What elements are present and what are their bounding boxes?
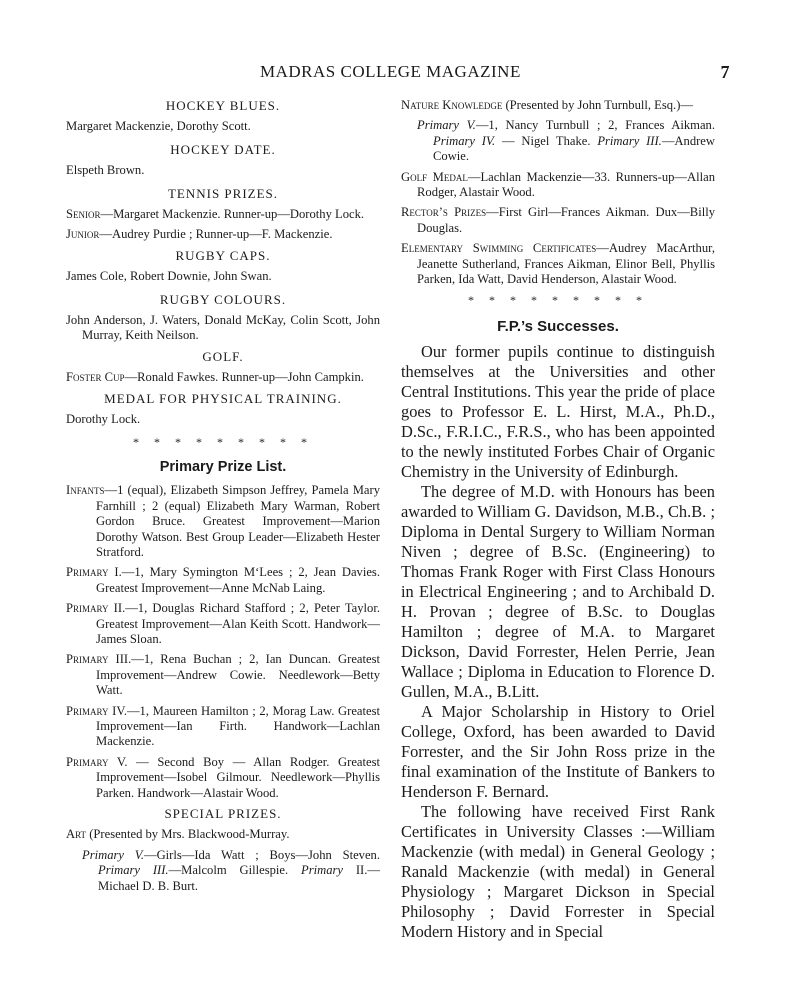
primary-2-text: II.—1, Douglas Richard Stafford ; 2, Peter Taylor. Greatest Improvement—Alan Keith Scott. Handwork—James Sloan. bbox=[96, 601, 380, 646]
foster-cup-label: Foster Cup bbox=[66, 370, 125, 385]
rectors-prizes-entry bbox=[401, 205, 715, 236]
rectors-prizes-label: Rector’s Prizes bbox=[401, 205, 487, 220]
rugby-caps-heading: RUGBY CAPS. bbox=[175, 247, 271, 263]
fp-paragraph-3: A Major Scholarship in History to Oriel College, Oxford, has been awarded to David Forrester, and the Sir John Ross prize in the final examination of the Institute of Bankers to Henderson F. Bernard. bbox=[401, 702, 715, 802]
primary-4-entry bbox=[66, 704, 380, 750]
primary-2-label: Primary bbox=[66, 601, 109, 616]
golf-foster-cup bbox=[66, 370, 380, 385]
fp-successes-heading: F.P.’s Successes. bbox=[497, 317, 619, 335]
hockey-blues-heading: HOCKEY BLUES. bbox=[165, 98, 281, 113]
left-column bbox=[66, 98, 380, 899]
golf-medal-label: Golf Medal bbox=[401, 169, 468, 184]
primary-3-label: Primary bbox=[66, 652, 109, 667]
art-p5-label: Primary V. bbox=[82, 847, 144, 862]
nature-p3-label: Primary III. bbox=[597, 133, 662, 148]
infants-entry bbox=[66, 483, 380, 560]
physical-training-heading: MEDAL FOR PHYSICAL TRAINING. bbox=[104, 390, 342, 406]
hockey-date-text: Elspeth Brown. bbox=[66, 163, 145, 178]
physical-training-text: Dorothy Lock. bbox=[66, 412, 141, 427]
infants-label: Infants bbox=[66, 483, 105, 498]
nature-knowledge-label: Nature Knowledge bbox=[401, 98, 503, 112]
art-primary-entry bbox=[66, 848, 380, 894]
fp-paragraph-2: The degree of M.D. with Honours has been awarded to William G. Davidson, M.B., Ch.B. ; Diploma in Dental Surgery to William Norman Niven ; degree of B.Sc. (Engineering) to Thomas Frank Roger with First Class Honours in Electrical Engineering ; and to Archibald D. H. Provan ; degree of B.Sc. to Douglas Hamilton ; degree of M.A. to Margaret Dickson, David Forrester, Helen Perrie, Jean Wallace ; Diploma in Education to Florence D. Gullen, M.A., B.Litt. bbox=[401, 482, 715, 702]
fp-successes-body bbox=[401, 342, 715, 942]
art-label: Art bbox=[66, 827, 87, 842]
nature-primary-entry bbox=[401, 118, 715, 164]
primary-3-text: III.—1, Rena Buchan ; 2, Ian Duncan. Greatest Improvement—Andrew Cowie. Needlework—Betty Watt. bbox=[96, 652, 380, 698]
rugby-caps-text: James Cole, Robert Downie, John Swan. bbox=[66, 269, 272, 284]
swimming-entry bbox=[401, 241, 715, 287]
special-prizes-heading: SPECIAL PRIZES. bbox=[164, 806, 282, 822]
foster-cup-text: —Ronald Fawkes. Runner-up—John Campkin. bbox=[124, 370, 364, 385]
nature-p4-label: Primary IV. bbox=[433, 133, 496, 148]
tennis-senior bbox=[66, 207, 380, 222]
section-divider-stars: * * * * * * * * * bbox=[133, 434, 313, 449]
primary-3-entry bbox=[66, 652, 380, 698]
tennis-junior-text: —Audrey Purdie ; Runner-up—F. Mackenzie. bbox=[99, 227, 333, 242]
nature-p5-text: —1, Nancy Turnbull ; 2, Frances Aikman. bbox=[475, 118, 716, 133]
right-column bbox=[401, 98, 715, 942]
nature-knowledge-entry bbox=[401, 98, 715, 113]
nature-p5-label: Primary V. bbox=[417, 118, 476, 133]
tennis-heading: TENNIS PRIZES. bbox=[167, 185, 279, 201]
golf-heading: GOLF. bbox=[202, 348, 244, 364]
primary-1-entry bbox=[66, 565, 380, 596]
nature-knowledge-text: (Presented by John Turnbull, Esq.)— bbox=[502, 98, 693, 112]
primary-1-label: Primary bbox=[66, 565, 109, 580]
section-divider-stars-right: * * * * * * * * * bbox=[468, 293, 648, 308]
art-entry bbox=[66, 827, 380, 842]
art-p2-label: Primary bbox=[301, 863, 343, 878]
hockey-date-heading: HOCKEY DATE. bbox=[170, 141, 276, 157]
nature-p3-text: —Andrew Cowie. bbox=[433, 133, 715, 164]
primary-prize-list-heading: Primary Prize List. bbox=[159, 458, 287, 475]
primary-5-label: Primary bbox=[66, 754, 109, 769]
art-p3-label: Primary III. bbox=[98, 863, 169, 878]
art-p2-text: II.—Michael D. B. Burt. bbox=[98, 863, 380, 893]
tennis-junior-label: Junior bbox=[66, 227, 100, 242]
nature-p4-text: — Nigel Thake. bbox=[495, 133, 598, 148]
rugby-colours-text: John Anderson, J. Waters, Donald McKay, Colin Scott, John Murray, Keith Neilson. bbox=[66, 313, 380, 343]
magazine-title: MADRAS COLLEGE MAGAZINE bbox=[260, 62, 521, 81]
swimming-text: —Audrey MacArthur, Jeanette Sutherland, Frances Aikman, Elinor Bell, Phyllis Parken, Ida Watt, David Henderson, Alastair Wood. bbox=[417, 241, 715, 287]
hockey-blues-text: Margaret Mackenzie, Dorothy Scott. bbox=[66, 119, 251, 134]
rectors-prizes-text: —First Girl—Frances Aikman. Dux—Billy Douglas. bbox=[417, 205, 716, 235]
page-number: 7 bbox=[720, 62, 730, 82]
fp-paragraph-4: The following have received First Rank Certificates in University Classes :—William Mackenzie (with medal) in General Geology ; Ranald Mackenzie (with medal) in General Physiology ; Margaret Dickson in Special Philosophy ; David Forrester in Special Modern History and in Special bbox=[401, 802, 715, 942]
tennis-senior-text: —Margaret Mackenzie. Runner-up—Dorothy Lock. bbox=[100, 207, 365, 222]
primary-1-text: I.—1, Mary Symington M‘Lees ; 2, Jean Davies. Greatest Improvement—Anne McNab Laing. bbox=[96, 565, 380, 595]
primary-4-text: IV.—1, Maureen Hamilton ; 2, Morag Law. Greatest Improvement—Ian Firth. Handwork—Lachlan Mackenzie. bbox=[96, 703, 380, 749]
art-p3-text: —Malcolm Gillespie. bbox=[168, 863, 301, 878]
primary-2-entry bbox=[66, 601, 380, 647]
infants-text: —1 (equal), Elizabeth Simpson Jeffrey, Pamela Mary Farnhill ; 2 (equal) Elizabeth Mary Warman, Robert Gordon Bruce. Greatest Improvement—Marion Dorothy Watson. Best Group Leader—Elizabeth Hester Stratford. bbox=[96, 483, 380, 559]
art-text: (Presented by Mrs. Blackwood-Murray. bbox=[86, 827, 290, 842]
primary-5-entry bbox=[66, 755, 380, 801]
fp-paragraph-1: Our former pupils continue to distinguish themselves at the Universities and other Central Institutions. This year the pride of place goes to Professor E. L. Hirst, M.A., Ph.D., D.Sc., F.R.I.C., F.R.S., who has been appointed to the newly instituted Forbes Chair of Organic Chemistry in the University of Edinburgh. bbox=[401, 342, 715, 482]
tennis-senior-label: Senior bbox=[66, 207, 101, 222]
art-p5-text: —Girls—Ida Watt ; Boys—John Steven. bbox=[143, 847, 380, 862]
golf-medal-text: —Lachlan Mackenzie—33. Runners-up—Allan Rodger, Alastair Wood. bbox=[417, 169, 715, 200]
rugby-colours-heading: RUGBY COLOURS. bbox=[159, 291, 287, 307]
tennis-junior bbox=[66, 227, 380, 242]
primary-5-text: V. — Second Boy — Allan Rodger. Greatest Improvement—Isobel Gilmour. Needlework—Phyllis Parken. Handwork—Alastair Wood. bbox=[96, 754, 380, 800]
golf-medal-entry bbox=[401, 170, 715, 201]
primary-4-label: Primary bbox=[66, 703, 109, 718]
swimming-label: Elementary Swimming Certificates bbox=[401, 241, 597, 256]
